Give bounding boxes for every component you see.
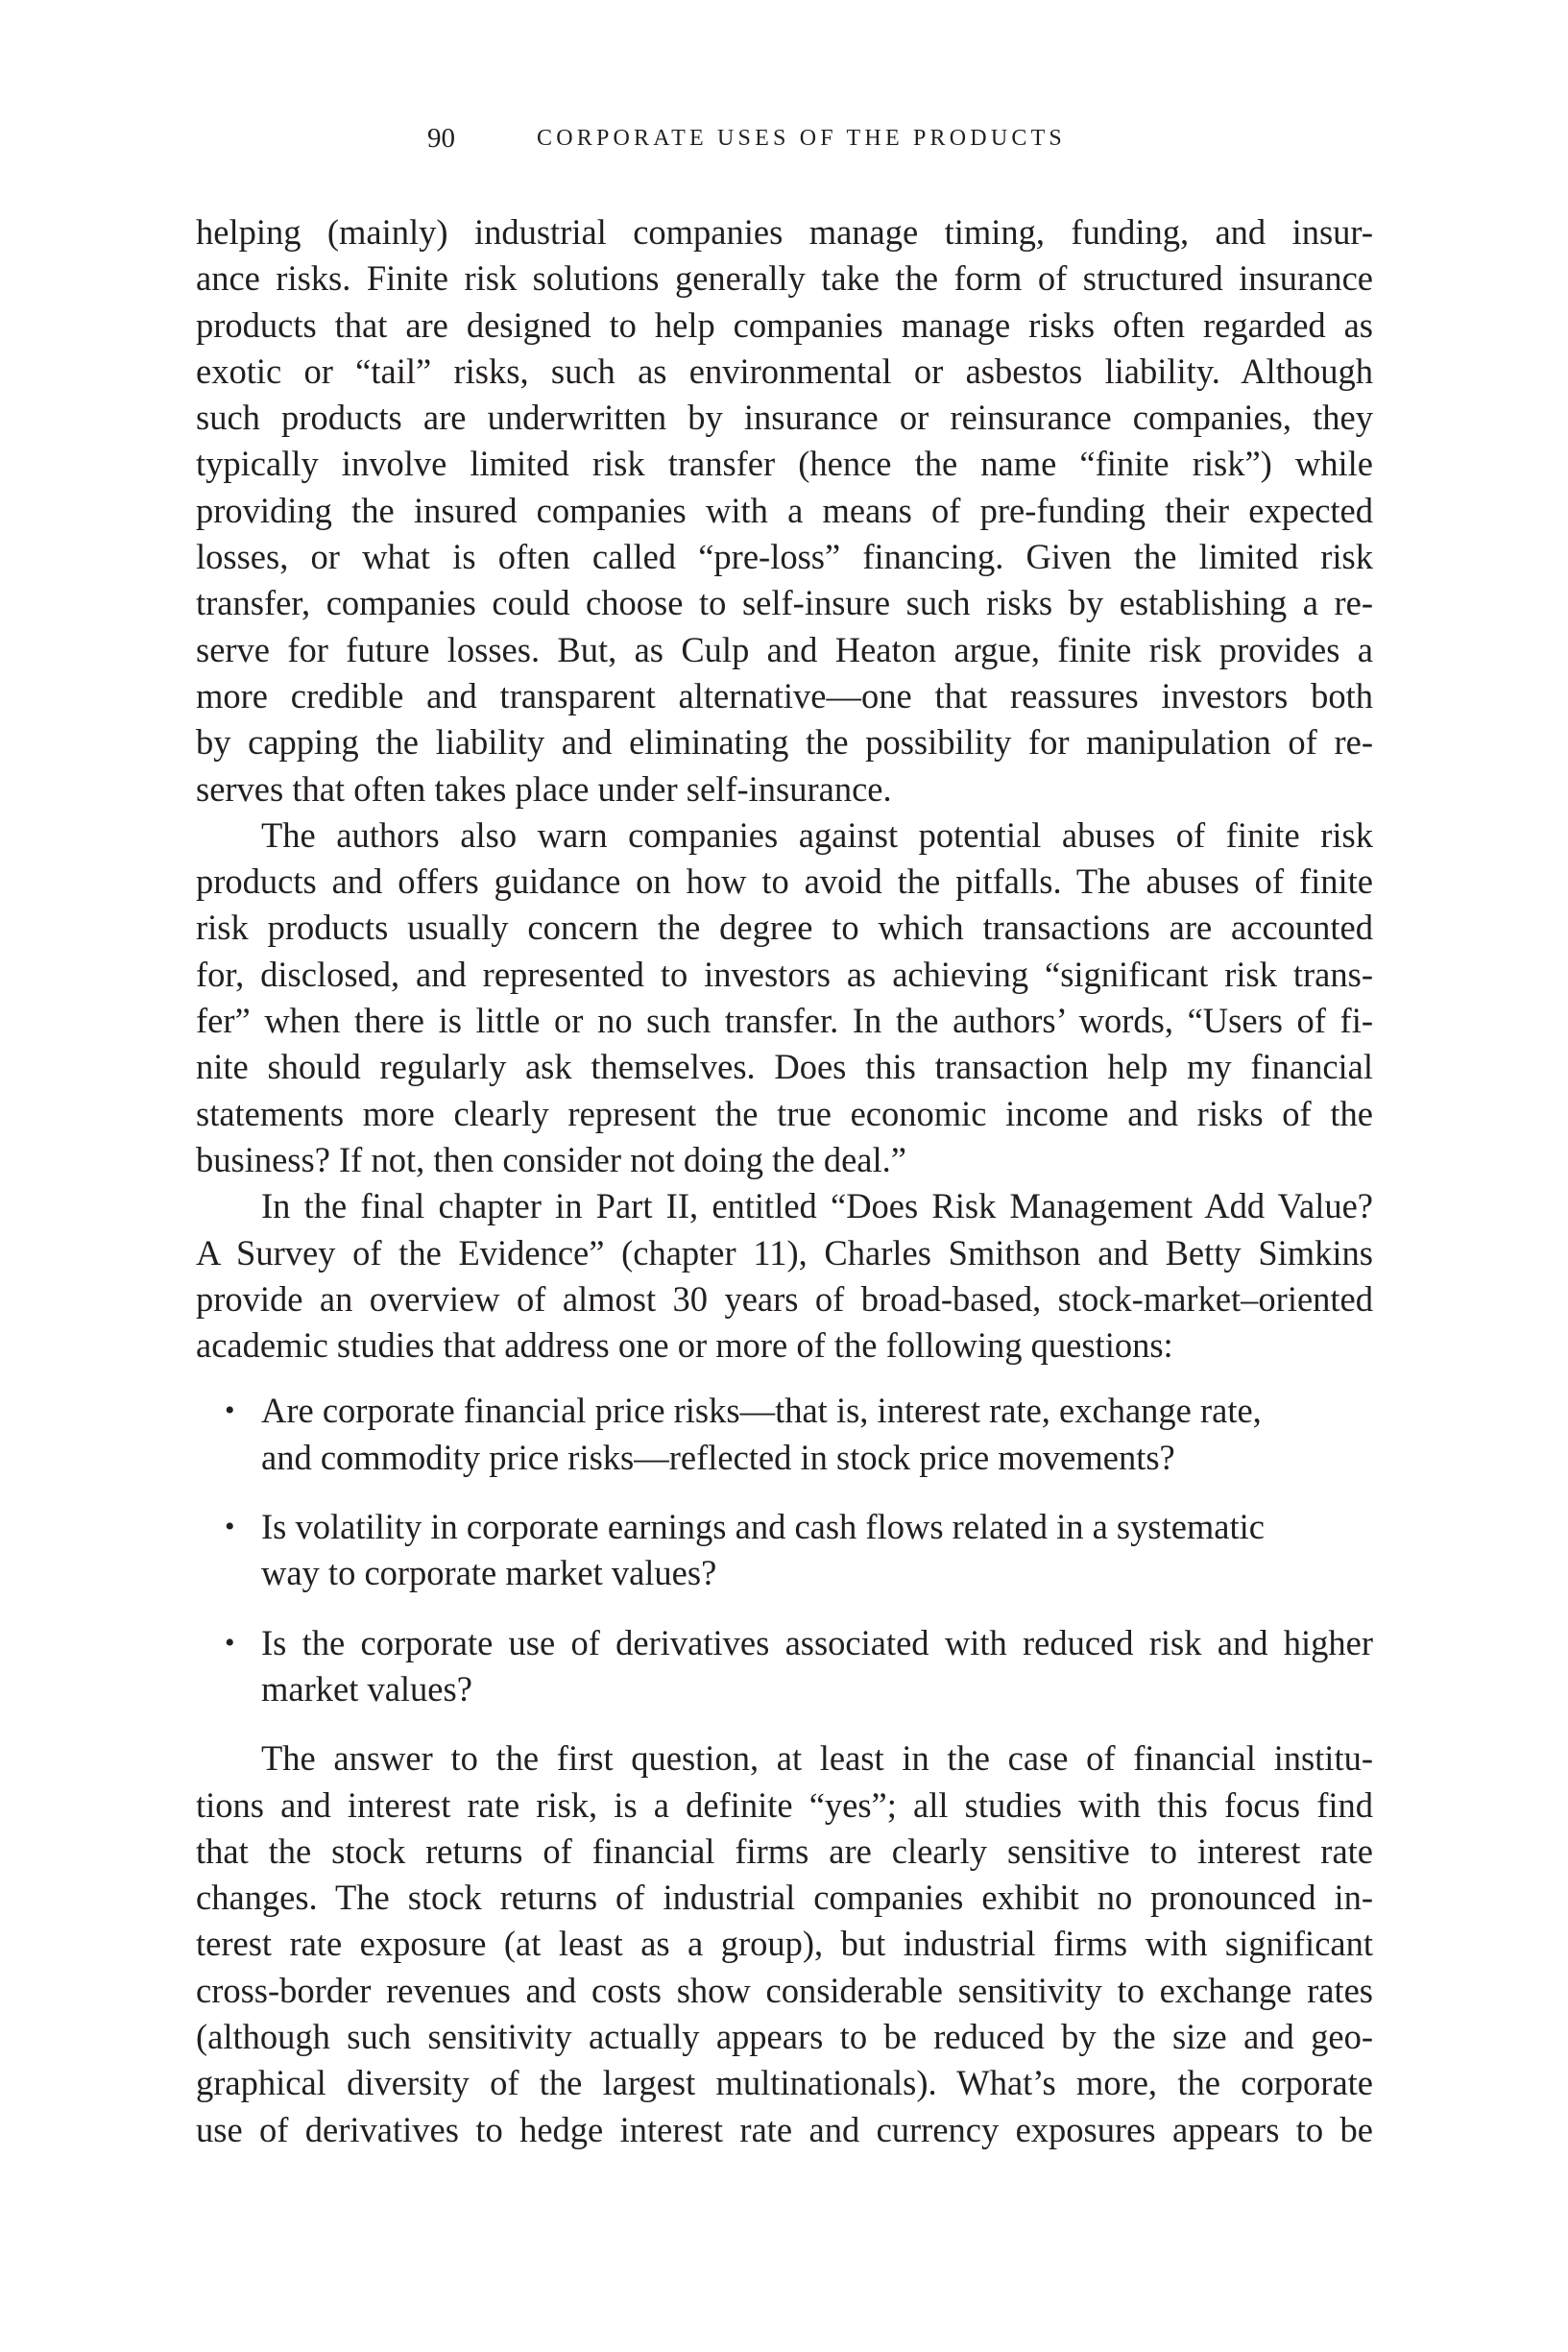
- text-line: risk products usually concern the degree to which transactions are accounted: [196, 908, 1373, 948]
- text-line: serves that often takes place under self-insurance.: [196, 768, 892, 809]
- running-head: [0, 119, 1568, 158]
- text-line: cross-border revenues and costs show considerable sensitivity to exchange rates: [196, 1970, 1373, 2010]
- paragraph-abuses: [196, 812, 1373, 1183]
- text-line: A Survey of the Evidence” (chapter 11), Charles Smithson and Betty Simkins: [196, 1232, 1373, 1273]
- text-line: products and offers guidance on how to avoid the pitfalls. The abuses of finite: [196, 861, 1373, 902]
- text-line: graphical diversity of the largest multinationals). What’s more, the corporate: [196, 2063, 1373, 2103]
- text-line: tions and interest rate risk, is a definite “yes”; all studies with this focus find: [196, 1784, 1373, 1825]
- text-line: such products are underwritten by insurance or reinsurance companies, they: [196, 398, 1373, 438]
- text-line: transfer, companies could choose to self-insure such risks by establishing a re-: [196, 583, 1373, 623]
- spacer: [196, 1597, 1373, 1620]
- spacer: [196, 1712, 1373, 1735]
- text-line: market values?: [261, 1668, 472, 1709]
- text-line: (although such sensitivity actually appears to be reduced by the size and geo-: [196, 2016, 1373, 2056]
- text-line: way to corporate market values?: [261, 1553, 717, 1593]
- spacer: [196, 1369, 1373, 1388]
- list-item: [196, 1504, 1373, 1597]
- bullet-icon: •: [225, 1394, 235, 1427]
- text-line: Is volatility in corporate earnings and cash flows related in a systematic: [261, 1507, 1265, 1547]
- text-line: nite should regularly ask themselves. Does this transaction help my financial: [196, 1047, 1373, 1087]
- list-item: [196, 1620, 1373, 1713]
- text-line: more credible and transparent alternative—one that reassures investors both: [196, 675, 1373, 715]
- text-line: that the stock returns of financial firms are clearly sensitive to interest rate: [196, 1831, 1373, 1871]
- paragraph-finite-risk: [196, 209, 1373, 812]
- text-line: fer” when there is little or no such transfer. In the authors’ words, “Users of fi-: [196, 1001, 1373, 1041]
- text-line: terest rate exposure (at least as a group), but industrial firms with significant: [196, 1924, 1373, 1964]
- paragraph-final-chapter: [196, 1183, 1373, 1369]
- text-line: typically involve limited risk transfer (hence the name “finite risk”) while: [196, 444, 1373, 484]
- text-line: The answer to the first question, at least in the case of financial institu-: [261, 1738, 1373, 1779]
- text-line: academic studies that address one or more of the following questions:: [196, 1325, 1173, 1366]
- text-line: provide an overview of almost 30 years of broad-based, stock-market–oriented: [196, 1278, 1373, 1319]
- text-line: by capping the liability and eliminating the possibility for manipulation of re-: [196, 722, 1373, 763]
- text-line: statements more clearly represent the true economic income and risks of the: [196, 1093, 1373, 1133]
- list-item: [196, 1388, 1373, 1481]
- text-line: providing the insured companies with a means of pre-funding their expected: [196, 490, 1373, 530]
- text-line: losses, or what is often called “pre-loss” financing. Given the limited risk: [196, 537, 1373, 577]
- text-line: exotic or “tail” risks, such as environmental or asbestos liability. Although: [196, 351, 1373, 391]
- bullet-icon: •: [225, 1511, 235, 1543]
- text-line: Is the corporate use of derivatives associated with reduced risk and higher: [261, 1622, 1373, 1662]
- text-line: serve for future losses. But, as Culp and Heaton argue, finite risk provides a: [196, 629, 1373, 669]
- question-list: [196, 1388, 1373, 1712]
- text-line: and commodity price risks—reflected in stock price movements?: [261, 1437, 1175, 1477]
- text-line: helping (mainly) industrial companies manage timing, funding, and insur-: [196, 212, 1373, 252]
- paragraph-answer: [196, 1735, 1373, 2153]
- spacer: [196, 1481, 1373, 1504]
- text-line: ance risks. Finite risk solutions generally take the form of structured insurance: [196, 258, 1373, 299]
- body-text: [196, 209, 1373, 2153]
- text-line: changes. The stock returns of industrial companies exhibit no pronounced in-: [196, 1878, 1373, 1918]
- page-number: 90: [427, 123, 455, 154]
- text-line: Are corporate financial price risks—that is, interest rate, exchange rate,: [261, 1391, 1262, 1431]
- text-line: The authors also warn companies against potential abuses of finite risk: [261, 814, 1373, 855]
- running-title: CORPORATE USES OF THE PRODUCTS: [537, 126, 1066, 151]
- bullet-icon: •: [225, 1626, 235, 1659]
- text-line: products that are designed to help companies manage risks often regarded as: [196, 304, 1373, 345]
- text-line: for, disclosed, and represented to investors as achieving “significant risk trans-: [196, 954, 1373, 994]
- text-line: business? If not, then consider not doing the deal.”: [196, 1139, 906, 1179]
- text-line: In the final chapter in Part II, entitled “Does Risk Management Add Value?: [261, 1186, 1373, 1226]
- text-line: use of derivatives to hedge interest rate and currency exposures appears to be: [196, 2109, 1373, 2149]
